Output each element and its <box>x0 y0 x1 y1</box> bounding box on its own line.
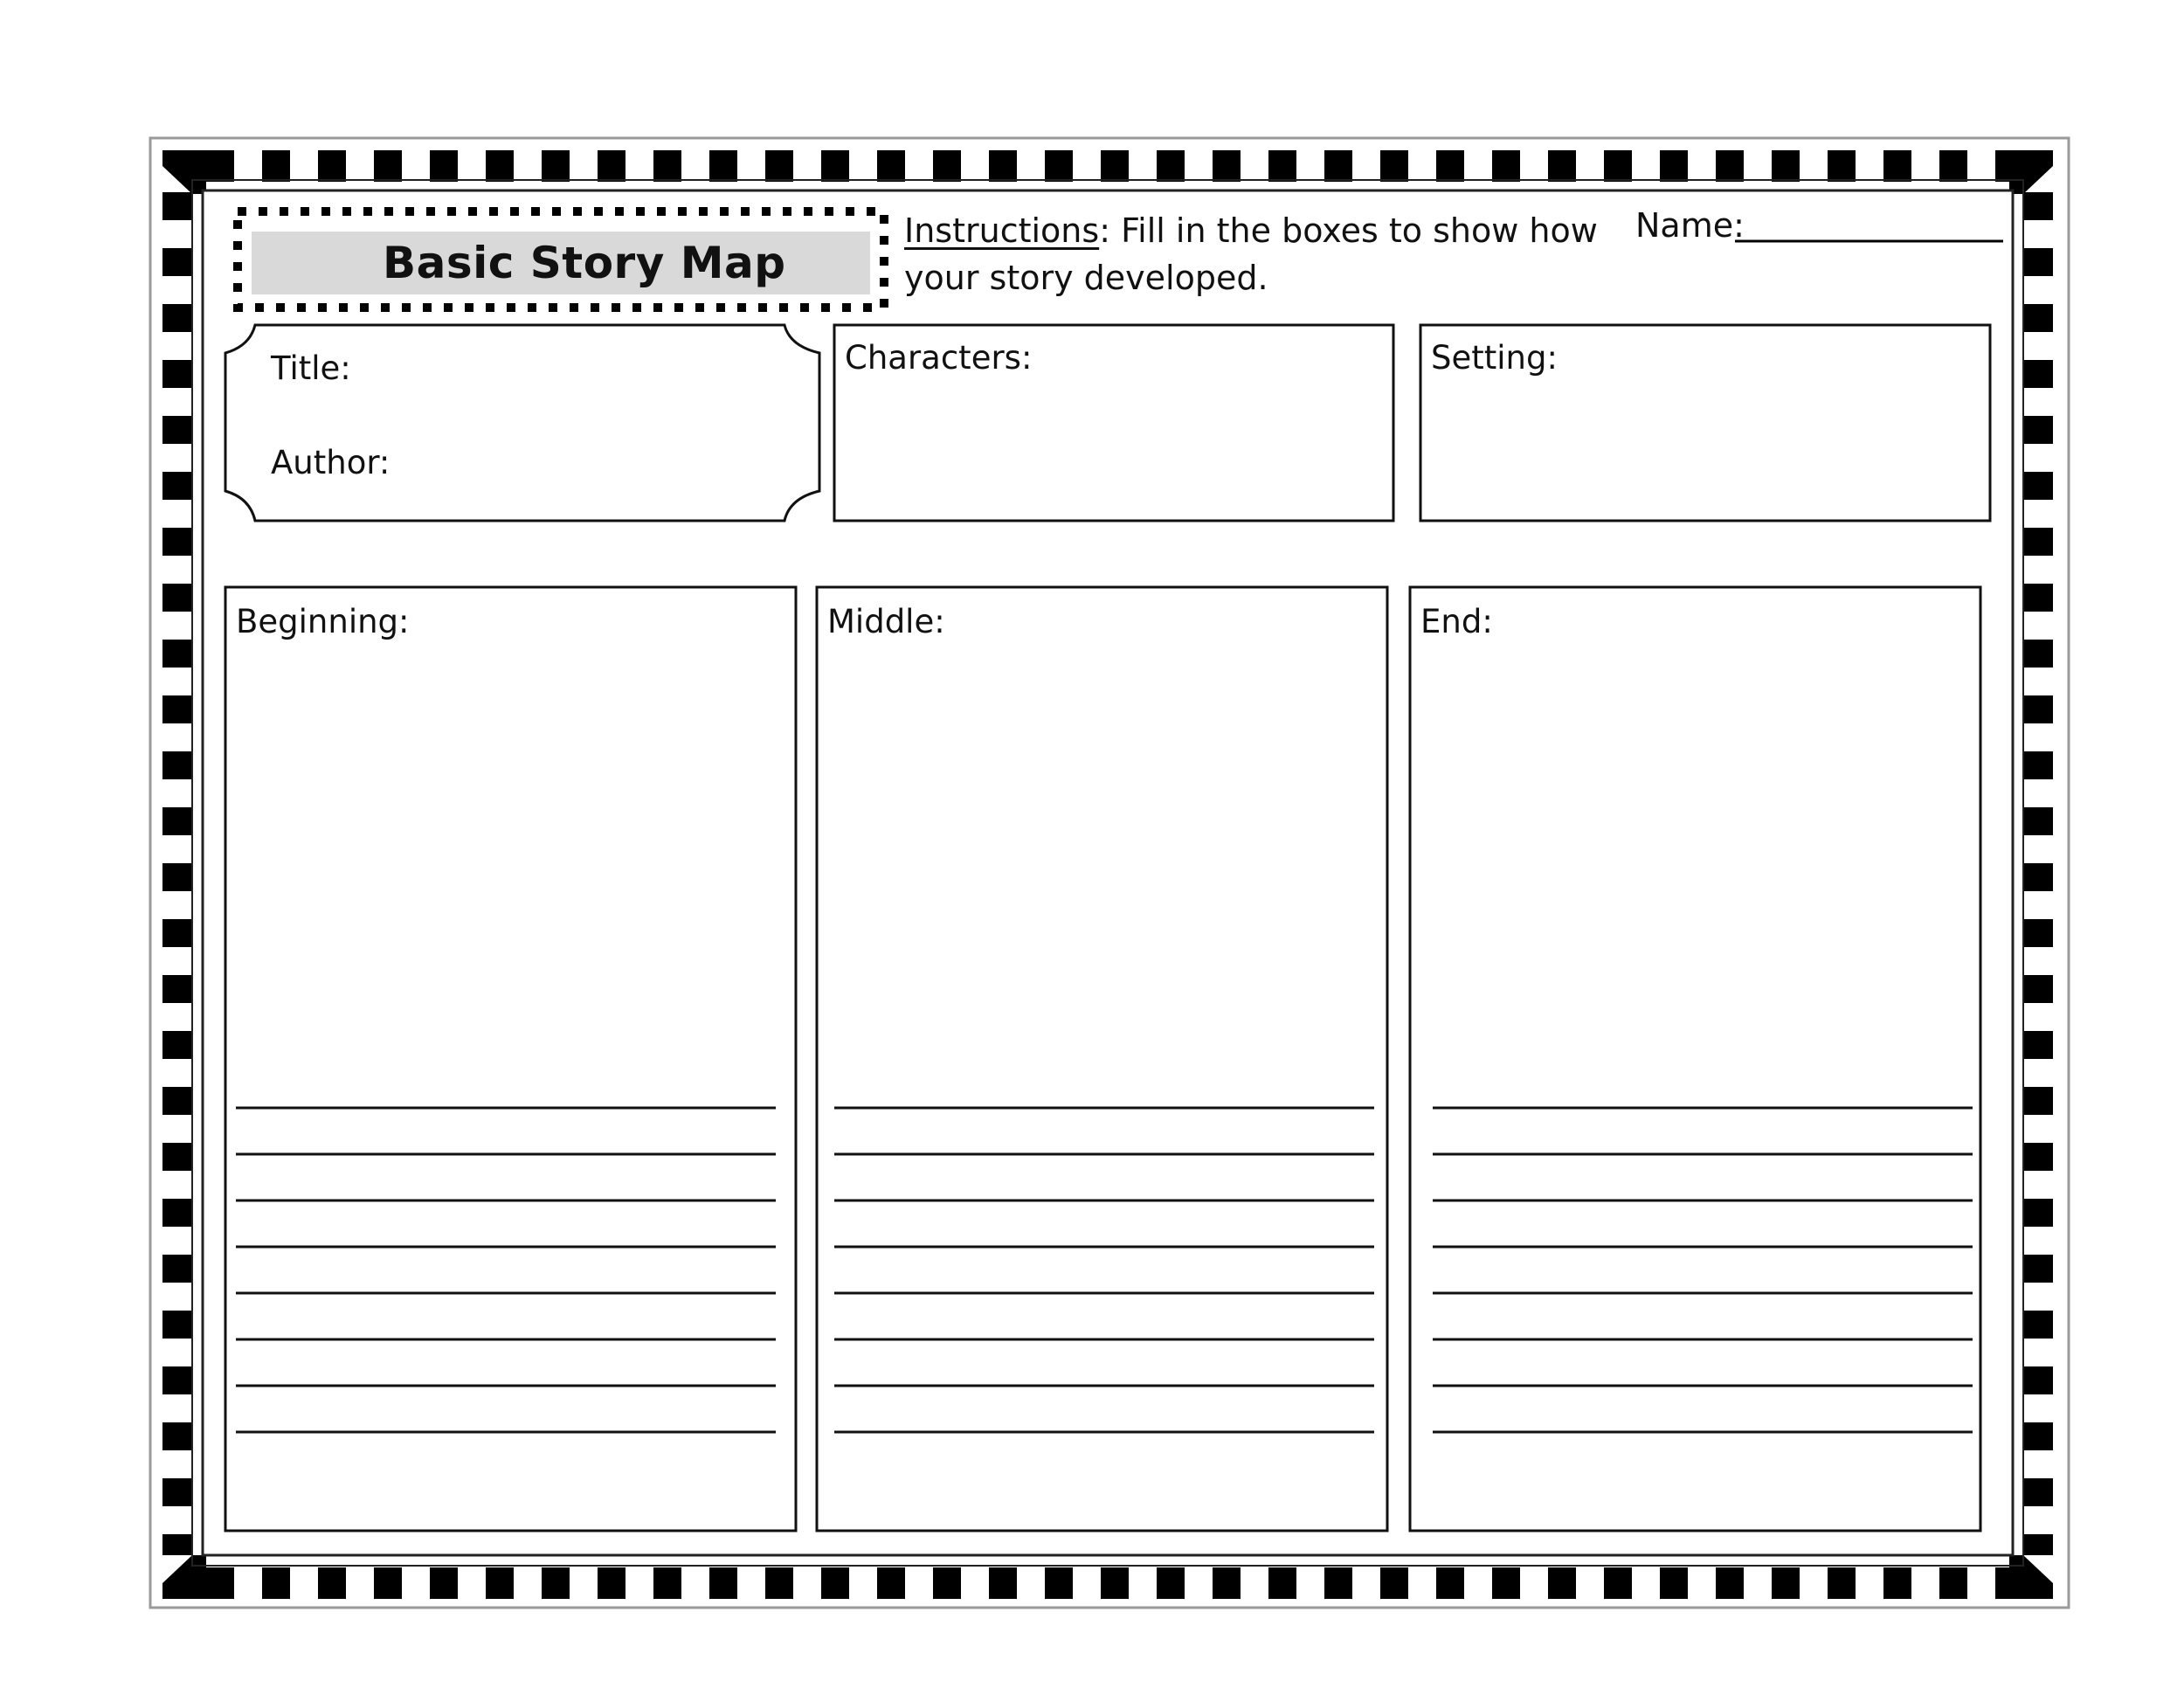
border-checker-right <box>2023 192 2053 220</box>
characters-label: Characters: <box>845 339 1033 377</box>
border-checker-bottom <box>989 1567 1017 1599</box>
border-checker-top <box>318 150 346 182</box>
border-checker-left <box>162 416 192 444</box>
border-checker-top <box>1772 150 1800 182</box>
name-field[interactable] <box>1735 203 2003 241</box>
border-checker-top <box>542 150 570 182</box>
border-checker-top <box>989 150 1017 182</box>
border-corner-top-left <box>162 150 206 194</box>
border-checker-top <box>653 150 681 182</box>
border-checker-top <box>1660 150 1688 182</box>
inner-frame <box>203 190 2013 1555</box>
border-checker-right <box>2023 416 2053 444</box>
border-checker-top <box>709 150 737 182</box>
border-checker-right <box>2023 1366 2053 1394</box>
border-checker-bottom <box>1548 1567 1576 1599</box>
border-checker-bottom <box>1772 1567 1800 1599</box>
border-checker-left <box>162 975 192 1003</box>
border-checker-left <box>162 360 192 388</box>
instructions-label: Instructions <box>904 211 1100 250</box>
border-checker-bottom <box>1716 1567 1744 1599</box>
page-title: Basic Story Map <box>383 238 786 288</box>
border-checker-top <box>262 150 290 182</box>
border-checker-top <box>598 150 625 182</box>
border-checker-bottom <box>1157 1567 1185 1599</box>
border-checker-top <box>1268 150 1296 182</box>
border-checker-bottom <box>1939 1567 1967 1599</box>
border-checker-right <box>2023 1199 2053 1227</box>
border-checker-bottom <box>430 1567 458 1599</box>
border-checker-right <box>2023 1255 2053 1283</box>
border-checker-bottom <box>262 1567 290 1599</box>
border-checker-left <box>162 640 192 668</box>
border-checker-left <box>162 472 192 500</box>
border-checker-bottom <box>1045 1567 1073 1599</box>
middle-label: Middle: <box>827 603 945 640</box>
border-checker-top <box>1380 150 1408 182</box>
border-checker-top <box>1939 150 1967 182</box>
border-checker-top <box>1548 150 1576 182</box>
author-label: Author: <box>271 444 390 481</box>
border-corner-bottom-left <box>162 1555 206 1599</box>
border-checker-top <box>206 150 234 182</box>
border-checker-left <box>162 528 192 556</box>
border-checker-top <box>1883 150 1911 182</box>
border-checker-bottom <box>1828 1567 1856 1599</box>
end-label: End: <box>1420 603 1493 640</box>
border-checker-bottom <box>542 1567 570 1599</box>
instructions-text-1: : Fill in the boxes to show how <box>1099 211 1598 250</box>
border-checker-bottom <box>765 1567 793 1599</box>
border-checker-bottom <box>1324 1567 1352 1599</box>
border-checker-left <box>162 1422 192 1450</box>
border-checker-left <box>162 1087 192 1115</box>
border-checker-right <box>2023 1031 2053 1059</box>
border-checker-bottom <box>318 1567 346 1599</box>
border-checker-right <box>2023 863 2053 891</box>
border-checker-bottom <box>1995 1567 2009 1599</box>
border-checker-right <box>2023 751 2053 779</box>
border-checker-top <box>1828 150 1856 182</box>
border-checker-left <box>162 192 192 220</box>
border-checker-right <box>2023 248 2053 276</box>
border-checker-top <box>1101 150 1129 182</box>
border-checker-bottom <box>486 1567 514 1599</box>
border-checker-left <box>162 807 192 835</box>
border-checker-right <box>2023 1143 2053 1171</box>
border-checker-bottom <box>1268 1567 1296 1599</box>
border-checker-top <box>933 150 961 182</box>
border-checker-left <box>162 584 192 612</box>
border-checker-left <box>162 1031 192 1059</box>
border-checker-bottom <box>1436 1567 1464 1599</box>
border-checker-right <box>2023 584 2053 612</box>
border-checker-right <box>2023 1534 2053 1555</box>
instructions-line-2: your story developed. <box>904 259 1268 297</box>
border-checker-top <box>1604 150 1632 182</box>
setting-label: Setting: <box>1431 339 1558 377</box>
border-checker-left <box>162 1478 192 1506</box>
border-checker-bottom <box>821 1567 849 1599</box>
border-checker-right <box>2023 640 2053 668</box>
border-checker-right <box>2023 695 2053 723</box>
border-checker-top <box>1213 150 1241 182</box>
border-checker-right <box>2023 528 2053 556</box>
border-checker-top <box>374 150 402 182</box>
border-checker-top <box>486 150 514 182</box>
instructions-line-1 <box>904 211 1598 250</box>
border-checker-right <box>2023 360 2053 388</box>
border-checker-right <box>2023 304 2053 332</box>
border-checker-left <box>162 695 192 723</box>
border-checker-right <box>2023 472 2053 500</box>
border-checker-top <box>1324 150 1352 182</box>
border-checker-bottom <box>653 1567 681 1599</box>
border-checker-left <box>162 919 192 947</box>
border-checker-left <box>162 248 192 276</box>
border-checker-left <box>162 1311 192 1339</box>
border-checker-top <box>877 150 905 182</box>
border-checker-right <box>2023 1422 2053 1450</box>
border-checker-top <box>1045 150 1073 182</box>
border-checker-bottom <box>709 1567 737 1599</box>
border-checker-left <box>162 1199 192 1227</box>
border-corner-bottom-right <box>2009 1555 2053 1599</box>
border-checker-bottom <box>1492 1567 1520 1599</box>
border-checker-bottom <box>1883 1567 1911 1599</box>
border-checker-left <box>162 863 192 891</box>
border-checker-bottom <box>1660 1567 1688 1599</box>
border-checker-bottom <box>598 1567 625 1599</box>
border-checker-bottom <box>933 1567 961 1599</box>
border-checker-top <box>1492 150 1520 182</box>
border-checker-left <box>162 751 192 779</box>
border-checker-left <box>162 304 192 332</box>
border-checker-bottom <box>1213 1567 1241 1599</box>
border-corner-top-right <box>2009 150 2053 194</box>
border-checker-bottom <box>1101 1567 1129 1599</box>
border-checker-bottom <box>1380 1567 1408 1599</box>
border-checker-top <box>1716 150 1744 182</box>
title-label: Title: <box>271 349 351 387</box>
beginning-label: Beginning: <box>236 603 410 640</box>
border-checker-top <box>1436 150 1464 182</box>
border-checker-right <box>2023 1311 2053 1339</box>
border-checker-top <box>1157 150 1185 182</box>
name-label: Name: <box>1635 206 1745 245</box>
border-checker-top <box>1995 150 2009 182</box>
border-checker-bottom <box>1604 1567 1632 1599</box>
border-checker-right <box>2023 1087 2053 1115</box>
border-checker-left <box>162 1255 192 1283</box>
border-checker-top <box>430 150 458 182</box>
border-checker-top <box>821 150 849 182</box>
border-checker-bottom <box>877 1567 905 1599</box>
border-checker-right <box>2023 807 2053 835</box>
border-checker-left <box>162 1143 192 1171</box>
border-checker-right <box>2023 1478 2053 1506</box>
border-checker-right <box>2023 919 2053 947</box>
border-checker-top <box>765 150 793 182</box>
border-checker-right <box>2023 975 2053 1003</box>
border-checker-left <box>162 1534 192 1555</box>
border-checker-left <box>162 1366 192 1394</box>
border-checker-bottom <box>374 1567 402 1599</box>
border-checker-bottom <box>206 1567 234 1599</box>
